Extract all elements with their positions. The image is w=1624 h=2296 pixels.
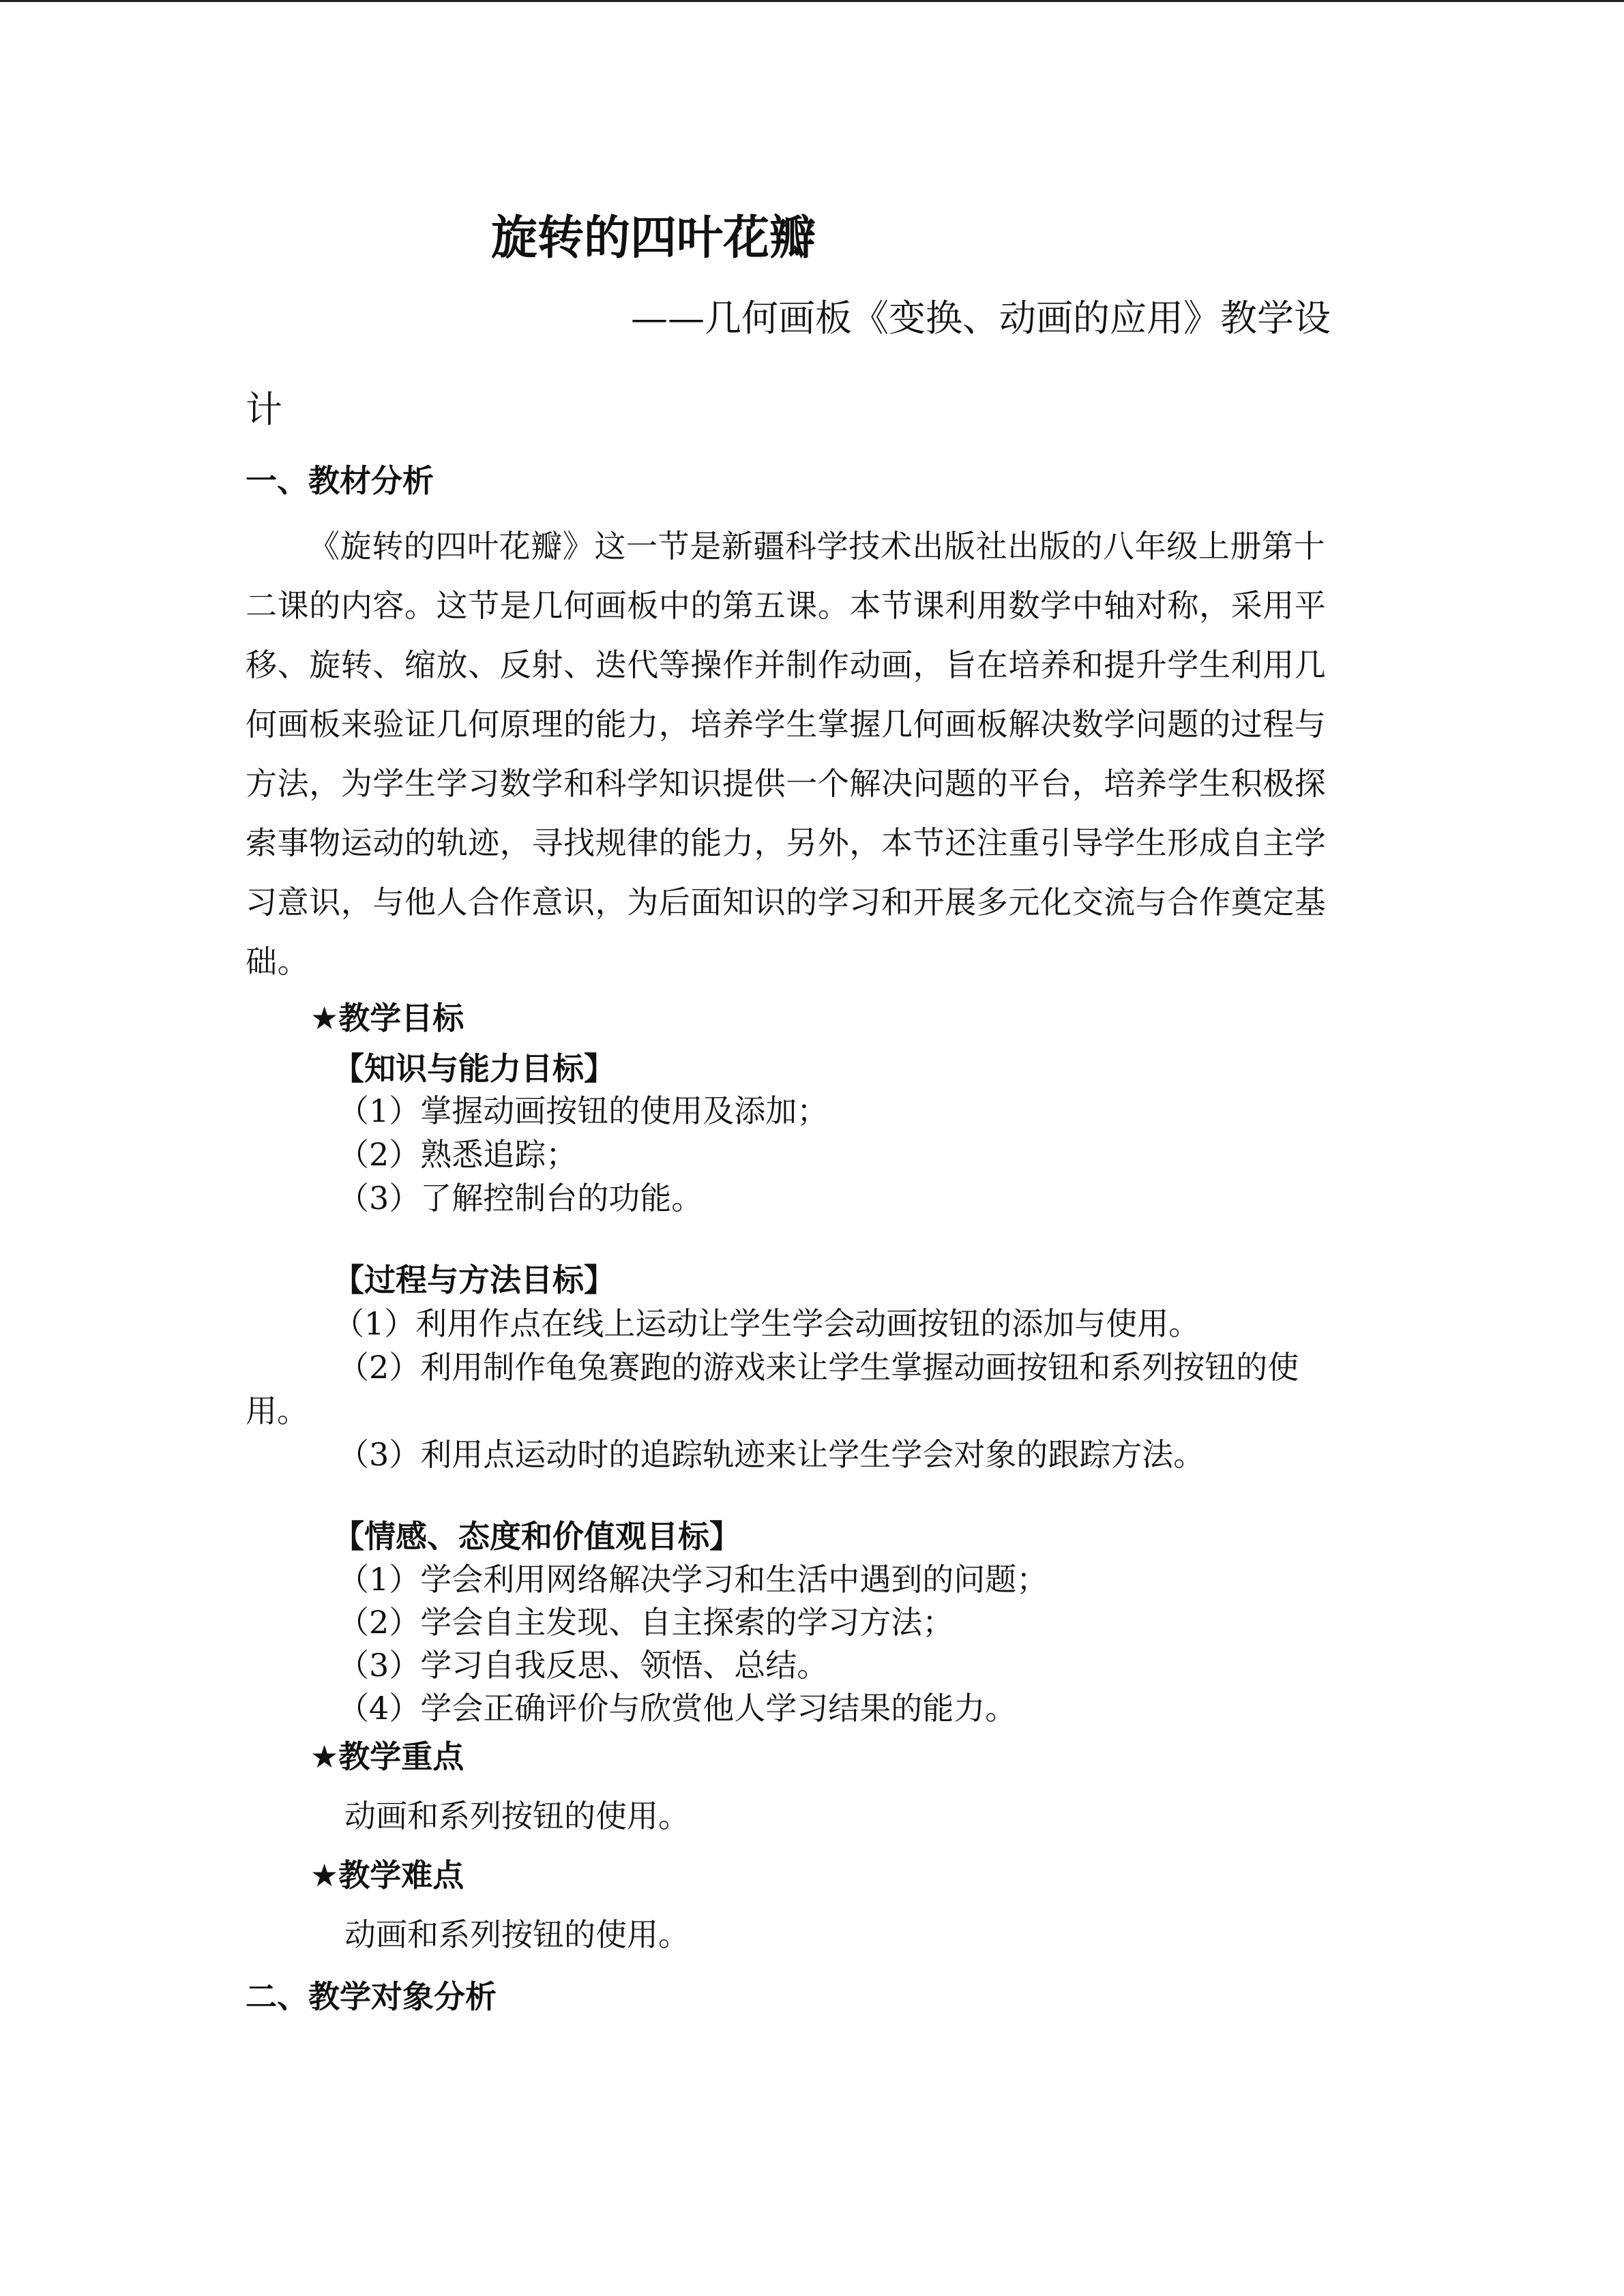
document-subtitle-continuation: 计 [246, 388, 282, 431]
teaching-difficulties-text: 动画和系列按钮的使用。 [344, 1916, 690, 1953]
paragraph-line: 何画板来验证几何原理的能力，培养学生掌握几何画板解决数学问题的过程与 [246, 706, 1327, 743]
process-method-goals-heading: 【过程与方法目标】 [333, 1262, 615, 1298]
emotion-goal-item: （2）学会自主发现、自主探索的学习方法； [338, 1604, 954, 1641]
process-goal-item: （3）利用点运动时的追踪轨迹来让学生学会对象的跟踪方法。 [338, 1436, 1205, 1473]
process-goal-item: （1）利用作点在线上运动让学生学会动画按钮的添加与使用。 [333, 1305, 1200, 1342]
knowledge-goal-item: （3）了解控制台的功能。 [338, 1180, 703, 1217]
process-goal-item: （2）利用制作龟兔赛跑的游戏来让学生掌握动画按钮和系列按钮的使 [338, 1349, 1299, 1386]
teaching-difficulties-heading: ★教学难点 [310, 1857, 464, 1894]
knowledge-goal-item: （2）熟悉追踪； [338, 1136, 578, 1173]
emotion-goal-item: （3）学习自我反思、领悟、总结。 [338, 1647, 829, 1684]
paragraph-line: 习意识，与他人合作意识，为后面知识的学习和开展多元化交流与合作奠定基 [246, 884, 1327, 921]
knowledge-ability-goals-heading: 【知识与能力目标】 [333, 1050, 615, 1087]
document-subtitle: ——几何画板《变换、动画的应用》教学设 [631, 297, 1331, 340]
process-goal-item-continuation: 用。 [246, 1392, 308, 1429]
teaching-goals-heading: ★教学目标 [310, 1000, 464, 1037]
emotion-goal-item: （1）学会利用网络解决学习和生活中遇到的问题； [338, 1561, 1048, 1598]
paragraph-line: 二课的内容。这节是几何画板中的第五课。本节课利用数学中轴对称，采用平 [246, 587, 1327, 624]
paragraph-line: 方法，为学生学习数学和科学知识提供一个解决问题的平台，培养学生积极探 [246, 765, 1327, 802]
document-title: 旋转的四叶花瓣 [491, 211, 816, 265]
section-heading-student-analysis: 二、教学对象分析 [246, 1978, 497, 2015]
paragraph-line: 础。 [246, 943, 310, 980]
teaching-key-points-heading: ★教学重点 [310, 1738, 464, 1775]
emotion-attitude-values-heading: 【情感、态度和价值观目标】 [333, 1518, 741, 1555]
knowledge-goal-item: （1）掌握动画按钮的使用及添加； [338, 1092, 829, 1129]
material-analysis-paragraph [246, 517, 1364, 992]
paragraph-line: 移、旋转、缩放、反射、迭代等操作并制作动画，旨在培养和提升学生利用几 [246, 646, 1327, 683]
section-heading-material-analysis: 一、教材分析 [246, 462, 434, 499]
paragraph-line: 《旋转的四叶花瓣》这一节是新疆科学技术出版社出版的八年级上册第十 [308, 528, 1326, 565]
paragraph-line: 索事物运动的轨迹，寻找规律的能力，另外，本节还注重引导学生形成自主学 [246, 824, 1327, 861]
emotion-goal-item: （4）学会正确评价与欣赏他人学习结果的能力。 [338, 1690, 1017, 1727]
teaching-key-points-text: 动画和系列按钮的使用。 [344, 1798, 690, 1834]
